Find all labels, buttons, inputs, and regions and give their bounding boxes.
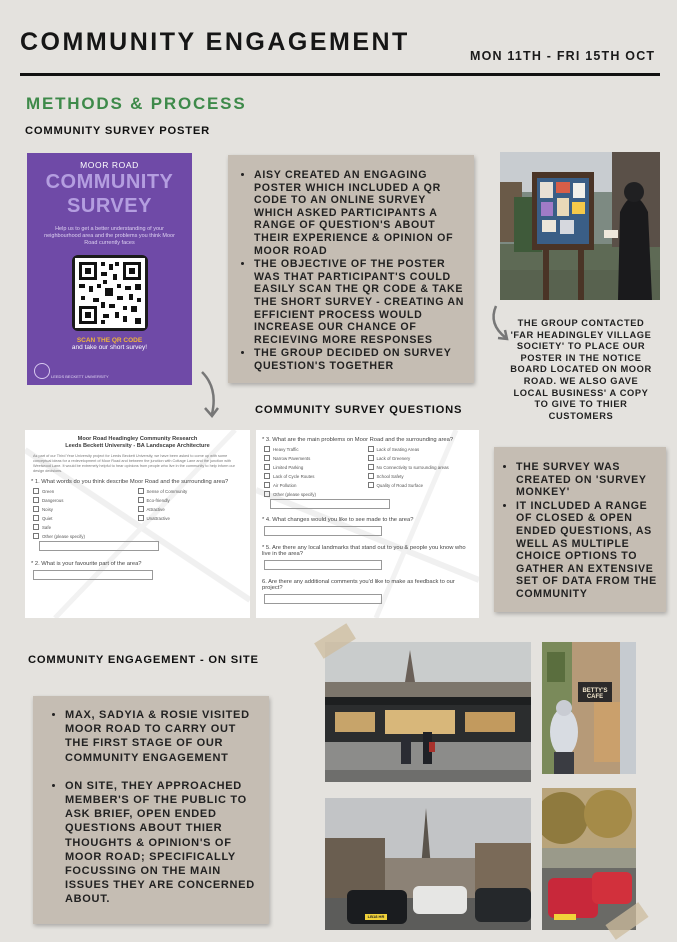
notice-board-caption: THE GROUP CONTACTED 'FAR HEADINGLEY VILLAGE SOCIETY' TO PLACE OUR POSTER IN THE NOTICE BOARD LOCATED ON MOOR ROAD. WE ALSO GAVE LOCAL BUSINESS' A COPY TO GIVE TO THIER CUSTOMERS xyxy=(510,318,652,421)
survey-option: Lack of Cycle Routes xyxy=(264,473,368,479)
shop-sign: BETTY'S CAFE xyxy=(582,688,608,700)
survey-title-1: Moor Road Headingley Community Research xyxy=(77,436,198,442)
survey-option: Attractive xyxy=(138,506,243,512)
survey-poster xyxy=(27,153,192,385)
shop-photo xyxy=(542,642,636,774)
poster-heading: COMMUNITY SURVEY POSTER xyxy=(25,125,210,137)
survey-question-3: * 3. What are the main problems on Moor Road and the surrounding area? xyxy=(262,437,454,443)
onsite-heading: COMMUNITY ENGAGEMENT - ON SITE xyxy=(28,654,259,666)
survey-answer-box xyxy=(264,594,382,604)
survey-bullet-1: • THE SURVEY WAS CREATED ON 'SURVEY MONKEY' xyxy=(516,461,660,499)
survey-question-5: * 5. Are there any local landmarks that stand out to you & people you know who live in the area? xyxy=(262,545,466,557)
poster-scan-text: SCAN THE QR CODE xyxy=(76,337,143,344)
survey-option: Sense of Community xyxy=(138,488,243,494)
survey-bullet-2: • IT INCLUDED A RANGE OF CLOSED & OPEN ENDED QUESTIONS, AS WELL AS MULTIPLE CHOICE OPTIONS TO GATHER AN EXTENSIVE SET OF DATA FROM THE COMMUNITY xyxy=(516,500,660,601)
header-divider xyxy=(20,73,660,76)
survey-option: Lack of Seating Areas xyxy=(368,446,472,452)
poster-take-text: and take our short survey! xyxy=(71,344,148,351)
survey-other-box xyxy=(39,541,159,551)
survey-option: Quiet xyxy=(33,515,138,521)
section-title: METHODS & PROCESS xyxy=(26,94,247,113)
poster-title-line1: COMMUNITY xyxy=(45,171,174,193)
poster-bullet-1: • AISY CREATED AN ENGAGING POSTER WHICH INCLUDED A QR CODE TO AN ONLINE SURVEY WHICH ASKED PARTICIPANTS A RANGE OF QUESTION'S ABOUT THEIR EXPERIENCE & OPINION OF MOOR ROAD xyxy=(254,169,466,257)
number-plate: LB18 HR xyxy=(367,914,385,919)
survey-option: No Connectivity to surrounding areas xyxy=(368,464,472,470)
survey-option: Other (please specify) xyxy=(264,491,368,497)
survey-option: Narrow Pavements xyxy=(264,455,368,461)
traffic-photo xyxy=(542,788,636,930)
poster-title-line2: SURVEY xyxy=(67,195,152,217)
survey-intro: As part of our Third Year University project for Leeds Beckett University, we have been asked to come up with some conceptual ideas for a redevelopment of Moor Road and between the junction with Cottage Lane and the junction with Weetwood Lane. It would be extremely helpful to hear opinions from people who live in the community to help inform our design decisions. xyxy=(33,454,235,473)
survey-answer-box xyxy=(33,570,153,580)
survey-page-2 xyxy=(256,430,479,618)
survey-question-6: 6. Are there any additional comments you'd like to make as feedback to our project? xyxy=(262,579,455,591)
poster-logo-text: LEEDS BECKETT UNIVERSITY xyxy=(51,374,109,379)
poster-blurb: Help us to get a better understanding of your neighbourhood area and the problems you think Moor Road currently faces xyxy=(44,226,175,246)
street-photo-1 xyxy=(325,642,531,782)
qr-code-icon xyxy=(72,255,148,331)
notice-board-photo xyxy=(500,152,660,300)
onsite-notes xyxy=(33,696,269,924)
curved-arrow-icon xyxy=(196,368,226,420)
survey-option: Noisy xyxy=(33,506,138,512)
survey-option: Other (please specify) xyxy=(33,533,138,539)
survey-other-box xyxy=(270,499,390,509)
survey-answer-box xyxy=(264,560,382,570)
survey-option: Dangerous xyxy=(33,497,138,503)
poster-notes xyxy=(228,155,474,383)
survey-option: Safe xyxy=(33,524,138,530)
survey-option: School Safety xyxy=(368,473,472,479)
survey-question-1: * 1. What words do you think describe Moor Road and the surrounding area? xyxy=(31,479,229,485)
survey-option: Unattractive xyxy=(138,515,243,521)
poster-bullet-3: • THE GROUP DECIDED ON SURVEY QUESTION'S TOGETHER xyxy=(254,347,466,372)
poster-bullet-2: • THE OBJECTIVE OF THE POSTER WAS THAT PARTICIPANT'S COULD EASILY SCAN THE QR CODE & TAKE THE SHORT SURVEY - CREATING AN EFFICIENT PROCESS WOULD INCREASE OUR CHANCE OF RECIEVING MORE RESPONSES xyxy=(254,258,466,346)
survey-option: Heavy Traffic xyxy=(264,446,368,452)
university-crest-icon xyxy=(34,363,50,379)
survey-option: Lack of Greenery xyxy=(368,455,472,461)
survey-notes xyxy=(494,447,666,612)
survey-title-2: Leeds Beckett University - BA Landscape Architecture xyxy=(65,443,210,449)
questions-heading: COMMUNITY SURVEY QUESTIONS xyxy=(255,404,463,416)
survey-answer-box xyxy=(264,526,382,536)
survey-option: Air Pollution xyxy=(264,482,368,488)
survey-option: Limited Parking xyxy=(264,464,368,470)
survey-question-4: * 4. What changes would you like to see made to the area? xyxy=(262,517,414,523)
onsite-bullet-2: • ON SITE, THEY APPROACHED MEMBER'S OF THE PUBLIC TO ASK BRIEF, OPEN ENDED QUESTIONS ABOUT THIER THOUGHTS & OPINION'S OF MOOR ROAD; SPECIFICALLY FOCUSSING ON THE MAIN ISSUES THEY ARE CONCERNED ABOUT. xyxy=(65,779,261,907)
page-title: COMMUNITY ENGAGEMENT xyxy=(20,28,410,56)
survey-option: Green xyxy=(33,488,138,494)
survey-option: Quality of Road Surface xyxy=(368,482,472,488)
survey-question-2: * 2. What is your favourite part of the area? xyxy=(31,561,142,567)
street-photo-2 xyxy=(325,798,531,930)
survey-option: Eco-friendly xyxy=(138,497,243,503)
poster-moor-road: MOOR ROAD xyxy=(80,160,139,170)
date-range: MON 11TH - FRI 15TH OCT xyxy=(470,49,656,63)
onsite-bullet-1: • MAX, SADYIA & ROSIE VISITED MOOR ROAD TO CARRY OUT THE FIRST STAGE OF OUR COMMUNITY ENGAGEMENT xyxy=(65,708,261,765)
survey-page-1 xyxy=(25,430,250,618)
